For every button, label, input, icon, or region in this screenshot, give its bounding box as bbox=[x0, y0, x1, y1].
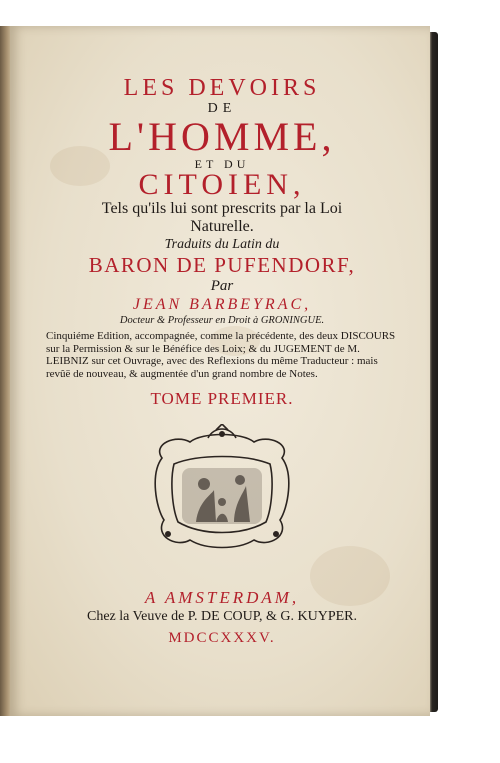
translated-from: Traduits du Latin du bbox=[164, 237, 280, 252]
title-line-de: DE bbox=[207, 101, 237, 116]
imprint-date: MDCCXXXV. bbox=[168, 630, 276, 646]
edition-statement: Cinquiéme Edition, accompagnée, comme la précédente, des deux DISCOURS sur la Permission & sur le Bénéfice des Loix; & du JUGEMENT de M. LEIBNIZ sur cet Ouvrage, avec des Reflexions du même Traducteur : mais revûë de nouveau, & augmentée d'un grand nombre de Notes. bbox=[46, 330, 396, 380]
subtitle-line-2: Naturelle. bbox=[190, 218, 254, 235]
title-line-homme: L'HOMME, bbox=[108, 114, 336, 159]
by-label: Par bbox=[210, 278, 234, 294]
imprint-publisher: Chez la Veuve de P. DE COUP, & G. KUYPER. bbox=[86, 609, 357, 624]
title-line-citoien: CITOIEN, bbox=[138, 168, 306, 201]
author-name: BARON DE PUFENDORF, bbox=[88, 253, 356, 277]
volume-label: TOME PREMIER. bbox=[150, 389, 294, 408]
title-page-text bbox=[30, 74, 414, 650]
title-line-devoirs: LES DEVOIRS bbox=[123, 75, 321, 101]
title-line-et-du: ET DU bbox=[194, 157, 250, 171]
engraved-cartouche-vignette-icon bbox=[142, 424, 302, 552]
imprint-place: A AMSTERDAM, bbox=[144, 588, 300, 607]
title-page bbox=[10, 26, 430, 716]
translator-title: Docteur & Professeur en Droit à GRONINGUE. bbox=[119, 315, 325, 326]
translator-name: JEAN BARBEYRAC, bbox=[132, 296, 312, 313]
subtitle-line-1: Tels qu'ils lui sont prescrits par la Loi bbox=[101, 200, 343, 217]
book bbox=[0, 26, 438, 716]
